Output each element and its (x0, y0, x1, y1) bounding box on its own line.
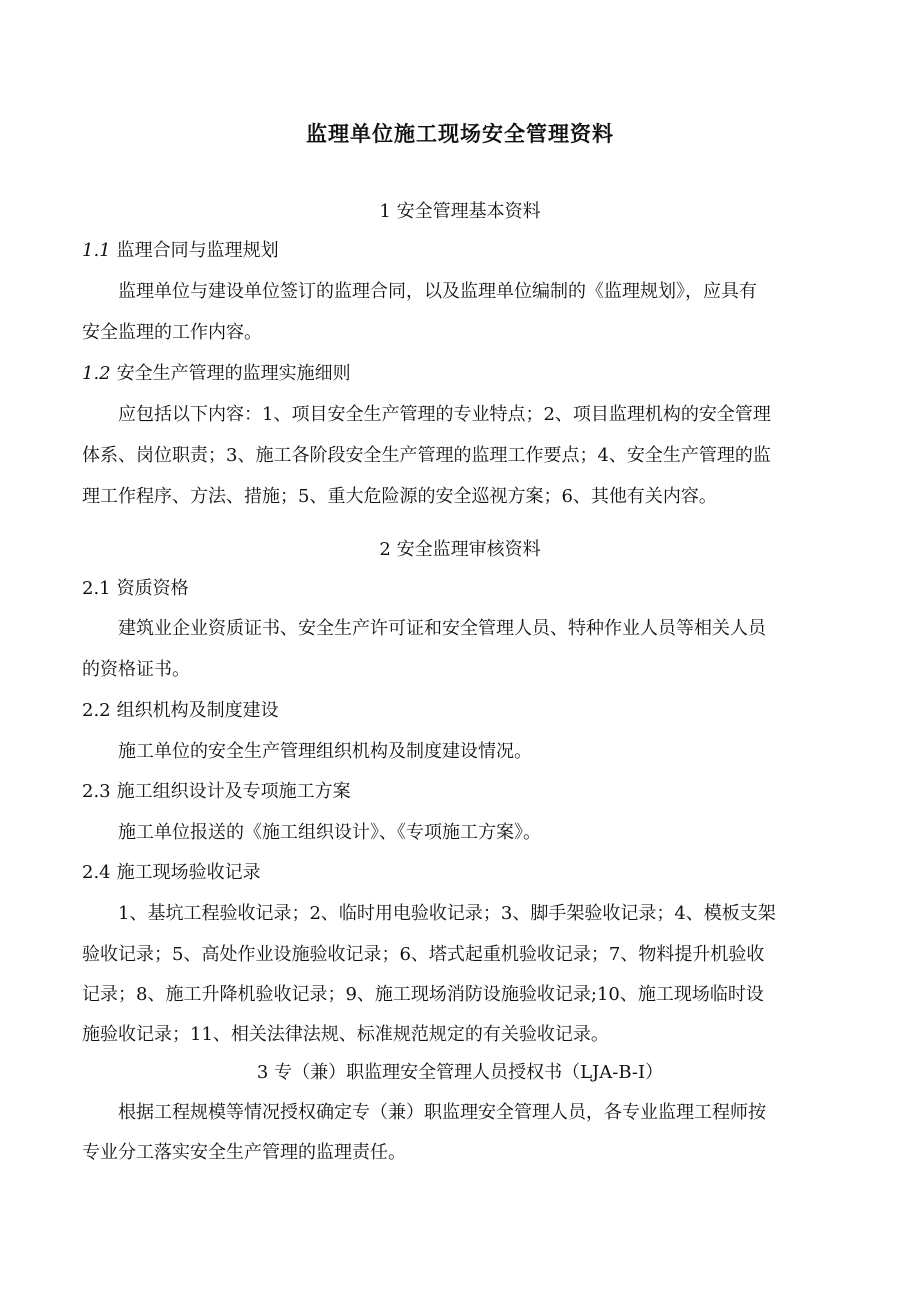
paragraph-line: 应包括以下内容：1、项目安全生产管理的专业特点；2、项目监理机构的安全管理 (118, 404, 771, 425)
subsection-number: 1.2 (82, 363, 111, 384)
subsection-title: 施工现场验收记录 (116, 862, 261, 883)
subsection-number: 2.2 (82, 700, 111, 721)
subsection-2-2-heading (82, 696, 279, 722)
subsection-number: 2.3 (82, 781, 111, 802)
subsection-number: 2.4 (82, 862, 111, 883)
subsection-2-3-heading (82, 777, 351, 803)
section-2-heading: 2 安全监理审核资料 (379, 539, 541, 560)
paragraph-line: 的资格证书。 (82, 659, 190, 680)
subsection-2-4-heading (82, 858, 261, 884)
subsection-title: 监理合同与监理规划 (116, 240, 279, 261)
paragraph-line: 记录；8、施工升降机验收记录；9、施工现场消防设施验收记录;10、施工现场临时设 (82, 984, 764, 1005)
section-1-heading: 1 安全管理基本资料 (379, 201, 541, 222)
subsection-title: 安全生产管理的监理实施细则 (116, 363, 351, 384)
section-3-heading: 3 专（兼）职监理安全管理人员授权书（LJA-B-I） (256, 1062, 664, 1083)
subsection-title: 组织机构及制度建设 (116, 700, 279, 721)
paragraph-line: 安全监理的工作内容。 (82, 322, 262, 343)
paragraph-line: 体系、岗位职责；3、施工各阶段安全生产管理的监理工作要点；4、安全生产管理的监 (82, 445, 771, 466)
paragraph-line: 施工单位报送的《施工组织设计》、《专项施工方案》。 (118, 822, 541, 843)
page-title: 监理单位施工现场安全管理资料 (306, 121, 614, 146)
subsection-number: 2.1 (82, 578, 111, 599)
paragraph-line: 专业分工落实安全生产管理的监理责任。 (82, 1142, 406, 1163)
paragraph-line: 1、基坑工程验收记录；2、临时用电验收记录；3、脚手架验收记录；4、模板支架 (118, 903, 776, 924)
subsection-2-1-heading (82, 574, 189, 600)
subsection-1-2-heading (82, 359, 351, 385)
paragraph-line: 根据工程规模等情况授权确定专（兼）职监理安全管理人员，各专业监理工程师按 (118, 1102, 766, 1123)
paragraph-line: 理工作程序、方法、措施；5、重大危险源的安全巡视方案；6、其他有关内容。 (82, 486, 717, 507)
paragraph-line: 施验收记录；11、相关法律法规、标准规范规定的有关验收记录。 (82, 1024, 609, 1045)
subsection-number: 1.1 (82, 240, 111, 261)
paragraph-line: 验收记录；5、高处作业设施验收记录；6、塔式起重机验收记录；7、物料提升机验收 (82, 944, 765, 965)
subsection-title: 资质资格 (116, 578, 189, 599)
subsection-1-1-heading (82, 236, 279, 262)
subsection-title: 施工组织设计及专项施工方案 (116, 781, 351, 802)
paragraph-line: 建筑业企业资质证书、安全生产许可证和安全管理人员、特种作业人员等相关人员 (118, 618, 766, 639)
paragraph-line: 监理单位与建设单位签订的监理合同，以及监理单位编制的《监理规划》，应具有 (118, 281, 757, 302)
paragraph-line: 施工单位的安全生产管理组织机构及制度建设情况。 (118, 741, 532, 762)
